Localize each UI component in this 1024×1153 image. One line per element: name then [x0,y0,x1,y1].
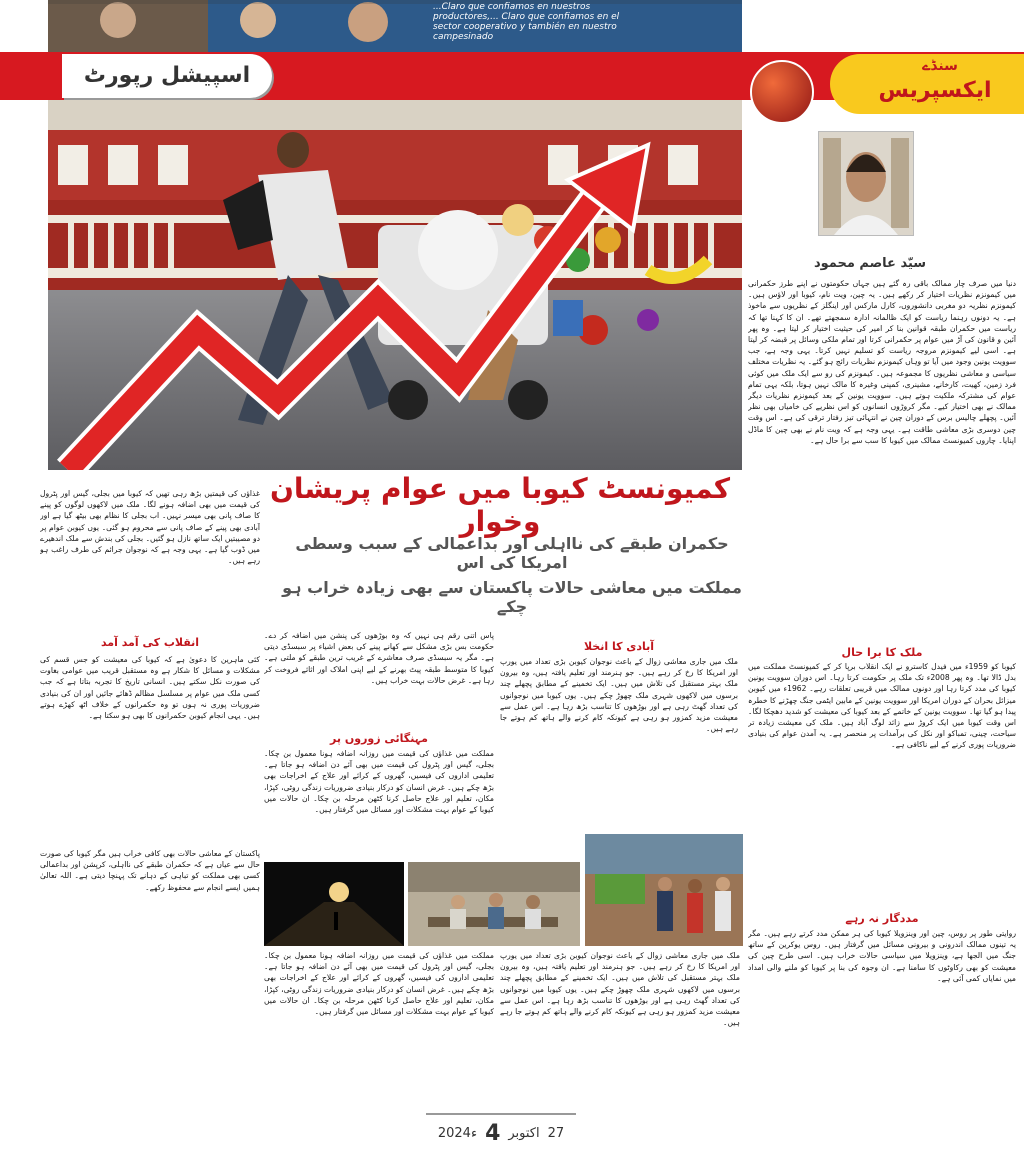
column-inflation: مملکت میں غذاؤں کی قیمت میں روزانہ اضافہ ہونا معمول بن چکا۔ بجلی، گیس اور پٹرول کی قیمت میں بھی آئے دن اضافہ ہو جاتا ہے۔ تعلیمی اداروں کی فیسیں، گھروں کے کرائے اور علاج کے اخراجات بھی بڑھ چکے ہیں۔ غرض انسان کو درکار بنیادی ضروریات زندگی روٹی، کپڑا، مکان، تعلیم اور علاج حاصل کرنا کٹھن مرحلہ بن چکا۔ ان حالات میں کیوبا کے عوام بہت مشکلات اور مسائل میں گرفتار ہیں۔ [264,749,494,815]
author-photo [818,131,914,236]
section-tab [62,54,272,98]
brand-main: ایکسپریس [878,78,992,103]
photo-dark-street [264,862,404,946]
column-intro: دنیا میں صرف چار ممالک باقی رہ گئے ہیں جہاں حکومتوں نے اپنے طرز حکمرانی میں کیمونزم نظریات اختیار کر رکھے ہیں۔ یہ چین، ویت نام، کیوبا اور لاؤس ہیں۔ کیمونزم نظریہ دو مغربی دانشوروں، کارل مارکس اور اینگلز کے نظریوں سے ماخوذ ہے۔ یہ دونوں رہنما ریاست کو ایک ظالمانہ ادارہ سمجھتے تھے۔ ان کا کہنا تھا کہ ریاست میں حکمران طبقہ قوانین بنا کر امیر کی حیثیت اختیار کر لیتا ہے۔ وہ پھر آئین و قانون کی آڑ میں عوام پر حکمرانی کرتا اور تمام ملکی وسائل پر قبضہ کر لیتا ہے۔ اسی لیے کیمونزم مروجہ ریاست کو تسلیم نہیں کرتا۔ یہی وجہ ہے، جب سوویت یونین وجود میں آیا تو وہاں کیمونزم نظریات رائج ہو گئے۔ یہ نظریات مختلف سیاسی و معاشی نظریوں کا مجموعہ ہیں۔ کیمونزم کی رو سے ایک ملک میں کوئی فرد زمین، کھیت، کارخانے، مشینری، کمپنی وغیرہ کا مالک نہیں ہوتا، بلکہ یہی تمام عوام کی مشترکہ ملکیت ہوتے ہیں۔ سوویت یونین کے بعد کیمونزم نظریات دیگر ممالک نے بھی اختیار کیے۔ مگر کروڑوں انسانوں کو اس نظریے کی خامیاں بھی نظر آئیں۔ پچھلے چالیس برس کے دوران چین نے انتہائی تیز رفتار ترقی کی ہے۔ اس وقت چین دوسری بڑی معاشی طاقت ہے۔ یہی وجہ ہے کہ ویت نام نے بھی چین کا ماڈل اپنایا۔ چاروں کمیونسٹ ممالک میں کیوبا کا سب سے برا حال ہے۔ [748,279,1016,445]
subhead-bad-state: ملک کا برا حال [841,646,923,659]
column-migration: ملک میں جاری معاشی زوال کے باعث نوجوان کیوبن بڑی تعداد میں یورپ اور امریکا کا رخ کر رہے ہیں۔ جو ہنرمند اور تعلیم یافتہ ہیں، وہ بیرون ملک بہتر مستقبل کی تلاش میں ہیں۔ ایک تخمینے کے مطابق پچھلے چند برسوں میں لاکھوں شہری ملک چھوڑ چکے ہیں۔ یوں کیوبا میں نوجوانوں کی تعداد گھٹ رہی ہے اور بوڑھوں کا تناسب بڑھ رہا ہے۔ اس عمل سے معیشت مزید کمزور ہو رہی ہے کیونکہ کام کرنے والے ہاتھ کم ہوتے جا رہے ہیں۔ [500,657,738,734]
subhead-migration: آبادی کا انخلا [583,640,655,653]
footer-year: 2024ء [437,1125,478,1141]
billboard-text: ...Claro que confiamos en nuestros productores,... Claro que confiamos en el sector cooperativo y también en nuestro campesinado [433,2,620,42]
footer-date [426,1120,576,1146]
author-name: سیّد عاصم محمود [813,256,927,271]
subhead-inflation: مہنگائی زوروں پر [330,732,428,745]
subhead-revolution: انقلاب کی آمد آمد [100,636,200,649]
footer-rule [426,1113,576,1115]
footer-page-number: 4 [485,1120,501,1146]
brand-badge [830,54,1024,114]
column-inflation-continued: مملکت میں غذاؤں کی قیمت میں روزانہ اضافہ ہونا معمول بن چکا۔ بجلی، گیس اور پٹرول کی قیمت میں بھی آئے دن اضافہ ہو جاتا ہے۔ تعلیمی اداروں کی فیسیں، گھروں کے کرائے اور علاج کے اخراجات بھی بڑھ چکے ہیں۔ غرض انسان کو درکار بنیادی ضروریات زندگی روٹی، کپڑا، مکان، تعلیم اور علاج حاصل کرنا کٹھن مرحلہ بن چکا۔ ان حالات میں کیوبا کے عوام بہت مشکلات اور مسائل میں گرفتار ہیں۔ [264,951,494,1017]
photo-elderly-bench [408,862,580,946]
column-bad-state: کیوبا کو 1959ء میں فیدل کاسترو نے ایک انقلاب برپا کر کے کمیونسٹ مملکت میں بدل ڈالا تھا۔ وہ پھر 2008ء تک ملک پر حکومت کرتا رہا۔ اس دوران سوویت یونین کیوبا کی مدد کرتا رہا اور دونوں ممالک میں قریبی تعلقات رہے۔ 1962ء میں کیوبن میزائل بحران کے دوران امریکا اور سوویت یونین کے مابین ایٹمی جنگ چھڑنے کا خطرہ پیدا ہو گیا تھا۔ سوویت یونین کے خاتمے کے بعد کیوبا کی معیشت کو شدید دھچکا لگا۔ اس وقت کیوبا میں ایک کروڑ سے زائد لوگ آباد ہیں۔ ملک کی معیشت زیادہ تر سیاحت، چینی، تمباکو اور نکل کی برآمدات پر منحصر ہے۔ یہ آمدن عوام کی بنیادی ضروریات پوری کرنے کے لیے ناکافی ہے۔ [748,662,1016,750]
globe-icon [750,60,814,124]
brand-top: سنڈے [922,58,958,74]
subhead-helpless: مددگار نہ رہے [845,912,919,925]
column-migration-continued: ملک میں جاری معاشی زوال کے باعث نوجوان کیوبن بڑی تعداد میں یورپ اور امریکا کا رخ کر رہے ہیں۔ جو ہنرمند اور تعلیم یافتہ ہیں، وہ بیرون ملک بہتر مستقبل کی تلاش میں ہیں۔ ایک تخمینے کے مطابق پچھلے چند برسوں میں لاکھوں شہری ملک چھوڑ چکے ہیں۔ یوں کیوبا میں نوجوانوں کی تعداد گھٹ رہی ہے اور بوڑھوں کا تناسب بڑھ رہا ہے۔ اس عمل سے معیشت مزید کمزور ہو رہی ہے کیونکہ کام کرنے والے ہاتھ کم ہوتے جا رہے ہیں۔ [500,951,740,1028]
headline-deck-line1: حکمران طبقے کی نااہلی اور بداعمالی کے سبب وسطی امریکا کی اس [295,534,729,572]
column-helpless: روایتی طور پر روس، چین اور وینزویلا کیوبا کی ہر ممکن مدد کرتے رہے ہیں۔ مگر یہ تینوں ممالک اندرونی و بیرونی مسائل میں گرفتار ہیں۔ روس یوکرین کے ساتھ جنگ میں الجھا ہے، وینزویلا میں سیاسی حالات خراب ہیں۔ اسی طرح چین کی معیشت کو بھی رکاوٹوں کا سامنا ہے۔ ان وجوہ کی بنا پر کیوبا کو ملنے والی امداد میں نمایاں کمی آئی ہے۔ [748,929,1016,983]
column-revolution: کئی ماہرین کا دعویٰ ہے کہ کیوبا کی معیشت کو جس قسم کی مشکلات و مسائل کا شکار ہے وہ مستقبل قریب میں عوامی بغاوت کی صورت نکل سکتے ہیں۔ انسانی تاریخ کا تجربہ بتاتا ہے کہ جب کسی ملک میں عوام پر مسلسل مظالم ڈھائے جائیں اور ان کی بنیادی ضروریات پوری نہ ہوں تو وہ حکمرانوں کے خلاف اٹھ کھڑے ہوتے ہیں۔ یہی انجام کیوبن حکمرانوں کا بھی ہو سکتا ہے۔ [40,655,260,721]
headline-title: کمیونسٹ کیوبا میں عوام پریشان وخوار [269,472,731,538]
footer-month: اکتوبر [508,1125,540,1141]
photo-market-queue [585,834,743,946]
footer-day: 27 [547,1125,565,1141]
section-label: اسپیشل رپورٹ [83,63,251,88]
column-middle: پاس اتنی رقم ہی نہیں کہ وہ بوڑھوں کی پنشن میں اضافہ کر دے۔ حکومت بس بڑی مشکل سے کھانے پینے کی بعض اشیاء پر سبسڈی دیتی ہے۔ مگر یہ سبسڈی صرف معاشرے کے غریب ترین طبقے کو ملتی ہے۔ کیوبا کا متوسط طبقہ پیٹ بھرنے کے لیے اپنی املاک اور اثاثے فروخت کر رہا ہے۔ غرض حالات بہت خراب ہیں۔ [264,631,494,685]
column-left-top: غذاؤں کی قیمتیں بڑھ رہی تھیں کہ کیوبا میں بجلی، گیس اور پٹرول کی قیمت میں بھی اضافہ ہونے لگا۔ ملک میں لاکھوں لوگوں کو پینے کا صاف پانی بھی میسر نہیں۔ اب بجلی کا نظام بھی بیٹھ گیا ہے اور آبادی بھی پینے کے صاف پانی سے محروم ہو گئی۔ یوں کیوبن عوام پر دو مصیبتیں ایک ساتھ نازل ہو گئیں۔ بجلی کی بندش سے ملک اندھیرے میں ڈوب گیا ہے۔ یہی وجہ ہے کہ نوجوان جرائم کی طرف راغب ہو رہے ہیں۔ [40,489,260,566]
column-left-bottom: پاکستان کے معاشی حالات بھی کافی خراب ہیں مگر کیوبا کی صورت حال سے عیاں ہے کہ حکمران طبقے کی نااہلی، کرپشن اور بداعمالی کسی بھی مملکت کو تباہی کے دہانے تک پہنچا دیتی ہے۔ اللہ تعالیٰ ہمیں ایسے انجام سے محفوظ رکھے۔ [40,849,260,892]
headline-deck-line2: مملکت میں معاشی حالات پاکستان سے بھی زیادہ خراب ہو چکے [282,578,742,616]
